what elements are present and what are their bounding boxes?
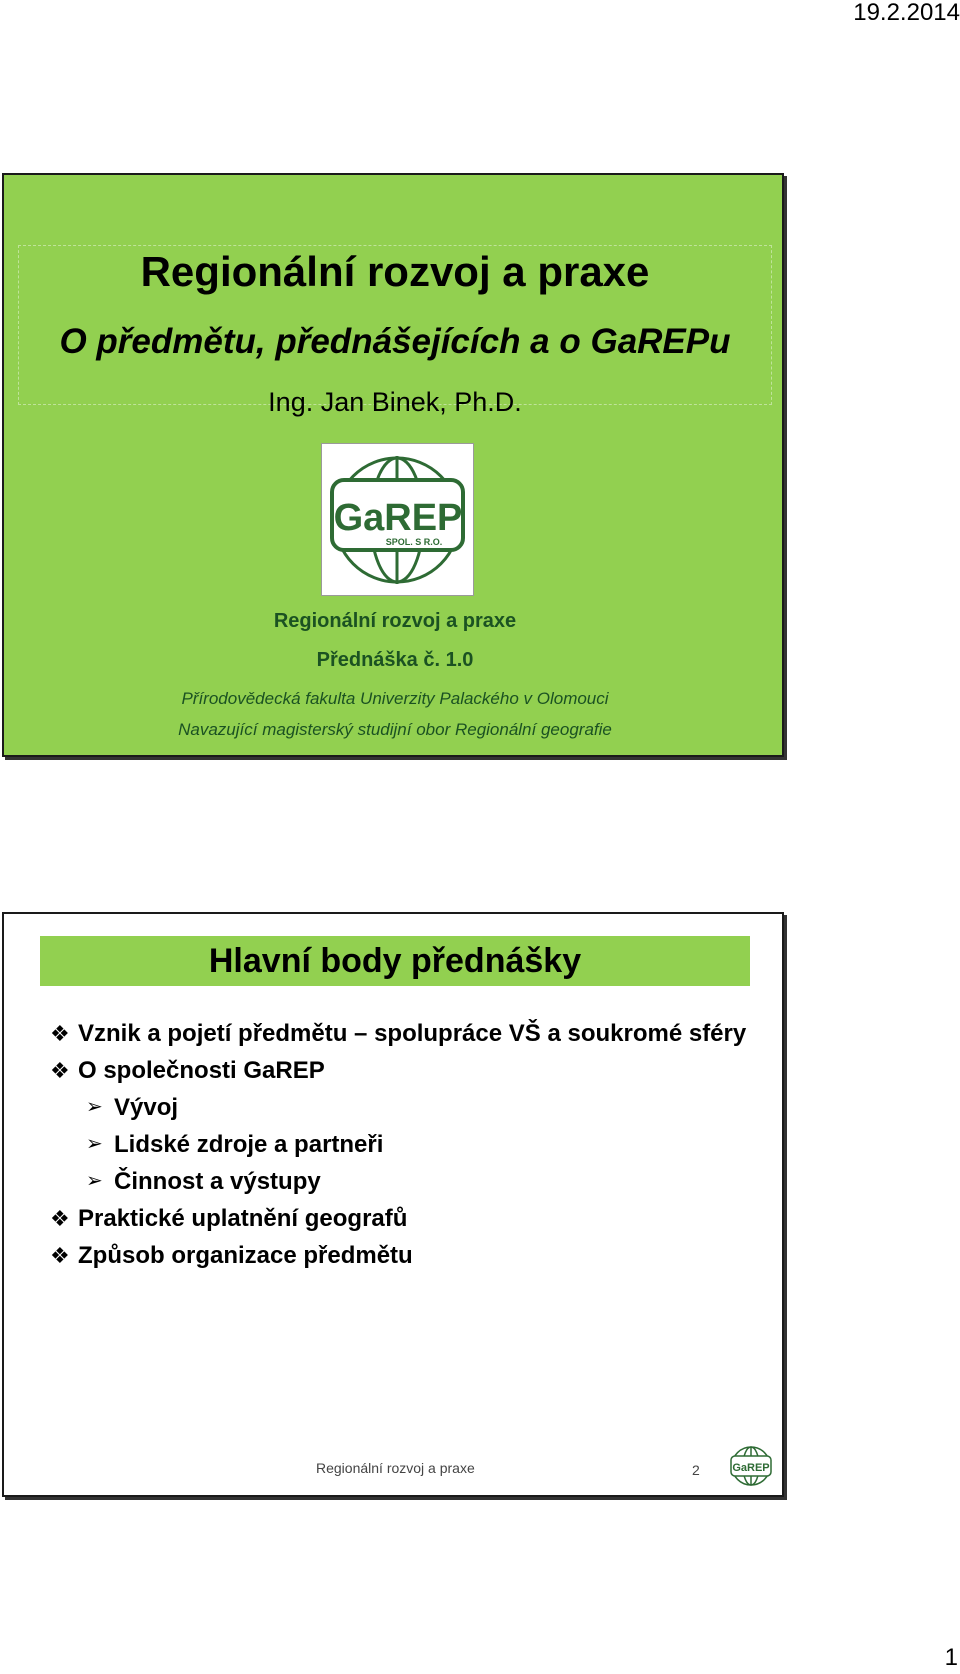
lecture-number: Přednáška č. 1.0 [316,649,474,671]
logo-subtext: SPOL. S R.O. [385,537,443,547]
print-date: 19.2.2014 [853,0,960,26]
garep-globe-logo-icon [322,444,473,595]
four-diamond-icon: ❖ [50,1206,70,1231]
sub-bullet-item [86,1166,750,1197]
bullet-item [50,1055,750,1086]
bullet-text: Způsob organizace předmětu [78,1242,413,1269]
slide-footer: Regionální rozvoj a praxe [316,1460,475,1476]
agenda-slide [2,912,784,1497]
heading-bar [40,936,750,986]
slide-author: Ing. Jan Binek, Ph.D. [268,387,522,417]
study-program: Navazující magisterský studijní obor Regionální geografie [178,720,612,739]
slide-subtitle: O předmětu, přednášejících a o GaREPu [59,322,731,361]
sub-bullet-item [86,1092,750,1123]
bullet-list [50,1018,750,1277]
garep-logo [321,443,474,596]
course-name: Regionální rozvoj a praxe [273,610,517,632]
slide-heading: Hlavní body přednášky [208,942,582,980]
bullet-item [50,1018,750,1049]
logo-text: GaREP [333,497,463,539]
page-number: 1 [944,1644,958,1671]
four-diamond-icon: ❖ [50,1243,70,1268]
bullet-text: Činnost a výstupy [114,1168,321,1195]
slide-title: Regionální rozvoj a praxe [140,248,650,295]
bullet-text: O společnosti GaREP [78,1057,325,1084]
garep-small-logo-icon [728,1443,774,1489]
bullet-text: Lidské zdroje a partneři [114,1131,384,1158]
sub-bullet-item [86,1129,750,1160]
four-diamond-icon: ❖ [50,1058,70,1083]
arrowhead-icon: ➢ [86,1170,103,1192]
bullet-text: Praktické uplatnění geografů [78,1205,408,1232]
bullet-item [50,1240,750,1271]
bullet-text: Vývoj [114,1094,179,1121]
small-logo-text: GaREP [732,1462,770,1474]
arrowhead-icon: ➢ [86,1096,103,1118]
four-diamond-icon: ❖ [50,1021,70,1046]
faculty-name: Přírodovědecká fakulta Univerzity Palackého v Olomouci [181,689,609,708]
bullet-item [50,1203,750,1234]
slide-number: 2 [692,1462,700,1478]
bullet-text: Vznik a pojetí předmětu – spolupráce VŠ a soukromé sféry [78,1020,747,1047]
arrowhead-icon: ➢ [86,1133,103,1155]
title-slide [2,173,784,757]
